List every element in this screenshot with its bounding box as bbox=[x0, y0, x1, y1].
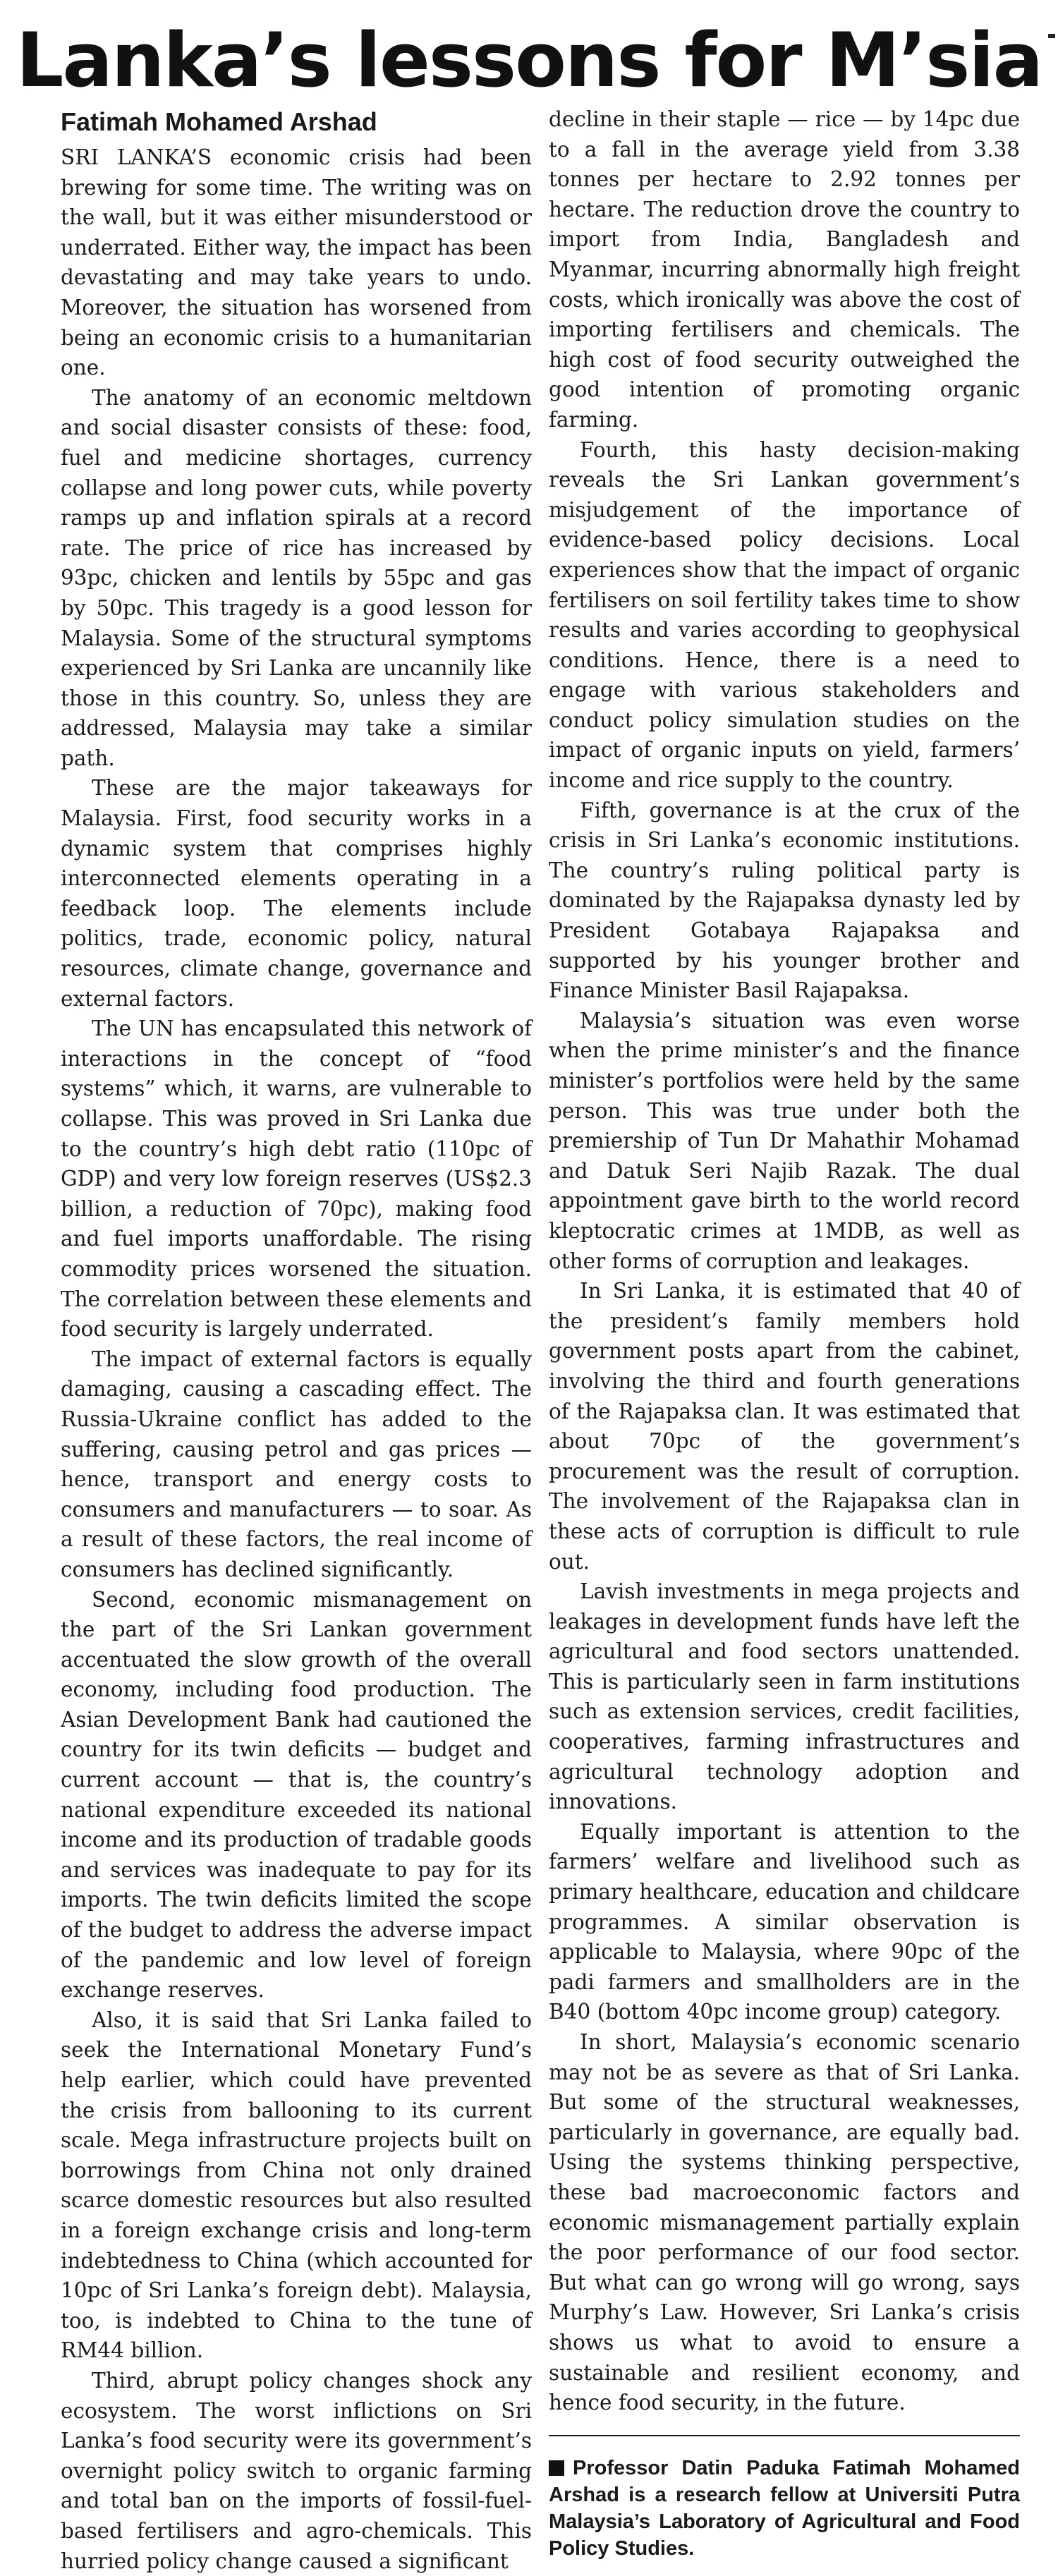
left-column bbox=[61, 107, 532, 2576]
paragraph: The impact of external factors is equally damaging, causing a cascading effect. The Russia-Ukraine conflict has added to the suffering, causing petrol and gas prices — hence, transport and energy costs to consumers and manufacturers — to soar. As a result of these factors, the real income of consumers has declined significantly. bbox=[61, 1347, 532, 1581]
paragraph: Also, it is said that Sri Lanka failed to seek the International Monetary Fund’s help earlier, which could have prevented the crisis from ballooning to its current scale. Mega infrastructure projects built on borrowings from China not only drained scarce domestic resources but also resulted in a foreign exchange crisis and long-term indebtedness to China (which accounted for 10pc of Sri Lanka’s foreign debt). Malaysia, too, is indebted to China to the tune of RM44 billion. bbox=[61, 2007, 532, 2363]
paragraph: These are the major takeaways for Malaysia. First, food security works in a dynamic system that comprises highly interconnected elements operating in a feedback loop. The elements include politics, trade, economic policy, natural resources, climate change, governance and external factors. bbox=[61, 776, 532, 1011]
paragraph: The anatomy of an economic meltdown and social disaster consists of these: food, fuel and medicine shortages, currency collapse and long power cuts, while poverty ramps up and inflation spirals at a record rate. The price of rice has increased by 93pc, chicken and lentils by 55pc and gas by 50pc. This tragedy is a good lesson for Malaysia. Some of the structural symptoms experienced by Sri Lanka are uncannily like those in this country. So, unless they are addressed, Malaysia may take a similar path. bbox=[61, 385, 532, 770]
square-bullet-icon bbox=[549, 2460, 564, 2476]
paragraph: In Sri Lanka, it is estimated that 40 of the president’s family members hold government posts apart from the cabinet, involving the third and fourth generations of the Rajapaksa clan. It was estimated that about 70pc of the government’s procurement was the result of corruption. The involvement of the Rajapaksa clan in these acts of corruption is difficult to rule out. bbox=[549, 1279, 1020, 1574]
paragraph: Equally important is attention to the farmers’ welfare and livelihood such as primary healthcare, education and childcare programmes. A similar observation is applicable to Malaysia, where 90pc of the padi farmers and smallholders are in the B40 (bottom 40pc income group) category. bbox=[549, 1819, 1020, 2024]
paragraph: Second, economic mismanagement on the part of the Sri Lankan government accentuated the slow growth of the overall economy, including food production. The Asian Development Bank had cautioned the country for its twin deficits — budget and current account — that is, the country’s national expenditure exceeded its national income and its production of tradable goods and services was inadequate to pay for its imports. The twin deficits limited the scope of the budget to address the adverse impact of the pandemic and low level of foreign exchange reserves. bbox=[61, 1587, 532, 2003]
headline: Lanka’s lessons for M’sia bbox=[16, 17, 1042, 104]
byline: Fatimah Mohamed Arshad bbox=[61, 107, 377, 136]
paragraph: Third, abrupt policy changes shock any ecosystem. The worst inflictions on Sri Lanka’s food security were its government’s overnight policy switch to organic farming and total ban on the imports of fossil-fuel-based fertilisers and agro-chemicals. This hurried policy change caused a significant bbox=[61, 2368, 532, 2573]
author-bio-text: Professor Datin Paduka Fatimah Mohamed Arshad is a research fellow at Universiti Putra Malaysia’s Laboratory of Agricultural and Food Policy Studies. bbox=[549, 2456, 1020, 2560]
paragraph: Malaysia’s situation was even worse when the prime minister’s and the finance minister’s portfolios were held by the same person. This was true under both the premiership of Tun Dr Mahathir Mohamad and Datuk Seri Najib Razak. The dual appointment gave birth to the world record kleptocratic crimes at 1MDB, as well as other forms of corruption and leakages. bbox=[549, 1008, 1020, 1273]
paragraph: Fifth, governance is at the crux of the crisis in Sri Lanka’s economic institutions. The country’s ruling political party is dominated by the Rajapaksa dynasty led by President Gotabaya Rajapaksa and supported by his younger brother and Finance Minister Basil Rajapaksa. bbox=[549, 798, 1020, 1003]
paragraph: Fourth, this hasty decision-making reveals the Sri Lankan government’s misjudgement of the importance of evidence-based policy decisions. Local experiences show that the impact of organic fertilisers on soil fertility takes time to show results and varies according to geophysical conditions. Hence, there is a need to engage with various stakeholders and conduct policy simulation studies on the impact of organic inputs on yield, farmers’ income and rice supply to the country. bbox=[549, 437, 1020, 793]
divider bbox=[549, 2435, 1020, 2436]
paragraph: decline in their staple — rice — by 14pc due to a fall in the average yield from 3.38 tonnes per hectare to 2.92 tonnes per hectare. The reduction drove the country to import from India, Bangladesh and Myanmar, incurring abnormally high freight costs, which ironically was above the cost of importing fertilisers and chemicals. The high cost of food security outweighed the good intention of promoting organic farming. bbox=[549, 107, 1020, 432]
paragraph: In short, Malaysia’s economic scenario may not be as severe as that of Sri Lanka. But some of the structural weaknesses, particularly in governance, are equally bad. Using the systems thinking perspective, these bad macroeconomic factors and economic mismanagement partially explain the poor performance of our food sector. But what can go wrong will go wrong, says Murphy’s Law. However, Sri Lanka’s crisis shows us what to avoid to ensure a sustainable and resilient economy, and hence food security, in the future. bbox=[549, 2030, 1020, 2415]
edge-mark bbox=[1048, 34, 1055, 38]
right-column bbox=[549, 104, 1020, 2562]
paragraph: Lavish investments in mega projects and leakages in development funds have left the agricultural and food sectors unattended. This is particularly seen in farm institutions such as extension services, credit facilities, cooperatives, farming infrastructures and agricultural technology adoption and innovations. bbox=[549, 1579, 1020, 1814]
paragraph: SRI LANKA’S economic crisis had been brewing for some time. The writing was on the wall, but it was either misunderstood or underrated. Either way, the impact has been devastating and may take years to undo. Moreover, the situation has worsened from being an economic crisis to a humanitarian one. bbox=[61, 145, 532, 380]
paragraph: The UN has encapsulated this network of interactions in the concept of “food systems” which, it warns, are vulnerable to collapse. This was proved in Sri Lanka due to the country’s high debt ratio (110pc of GDP) and very low foreign reserves (US$2.3 billion, a reduction of 70pc), making food and fuel imports unaffordable. The rising commodity prices worsened the situation. The correlation between these elements and food security is largely underrated. bbox=[61, 1016, 532, 1342]
